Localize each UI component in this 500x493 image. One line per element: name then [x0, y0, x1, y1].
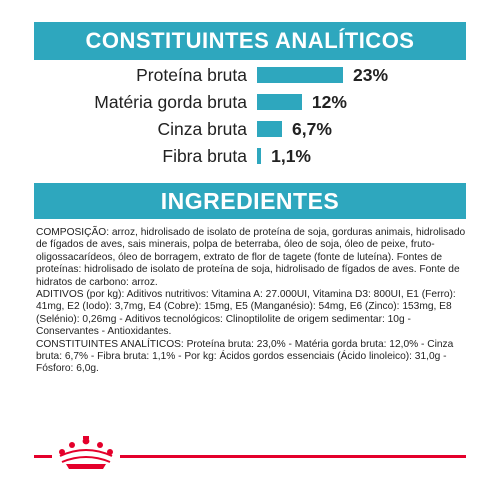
constituents-bar-chart [0, 62, 500, 170]
bar [257, 94, 302, 110]
value-label: 6,7% [292, 119, 332, 139]
value-label: 23% [353, 65, 389, 85]
section-title: CONSTITUINTES ANALÍTICOS [85, 28, 415, 53]
category-label: Cinza bruta [157, 119, 247, 139]
bar [257, 67, 343, 83]
category-label: Matéria gorda bruta [94, 92, 247, 112]
chart-row [0, 62, 500, 88]
chart-row [0, 89, 500, 115]
section-title: INGREDIENTES [160, 187, 340, 214]
footer-rule-left [34, 455, 52, 458]
category-label: Proteína bruta [136, 65, 247, 85]
value-label: 12% [311, 92, 347, 112]
royal-canin-crown-icon [52, 432, 120, 472]
analytical-constituents-banner [34, 22, 466, 60]
ingredients-text [36, 227, 472, 376]
additives-paragraph: ADITIVOS (por kg): Aditivos nutritivos: Vitamina A: 27.000UI, Vitamina D3: 800UI, E1 (Ferro): 41mg, E2 (Iodo): 3,7mg, E4 (Cobre): 15mg, E5 (Manganésio): 54mg, E6 (Zinco): 153mg, E8 (Selénio): 0,26mg - Aditivos tecnológicos: Clinoptilolite de origem sedimentar: 10g - Conservantes - Antioxidantes. [36, 289, 456, 338]
chart-row [0, 143, 500, 169]
ingredients-banner [34, 183, 466, 219]
value-label: 1,1% [271, 146, 311, 166]
footer-rule-right [120, 455, 466, 458]
bar [257, 148, 261, 164]
bar [257, 121, 282, 137]
category-label: Fibra bruta [162, 146, 247, 166]
constituents-paragraph: CONSTITUINTES ANALÍTICOS: Proteína bruta: 23,0% - Matéria gorda bruta: 12,0% - Cinza bruta: 6,7% - Fibra bruta: 1,1% - Por kg: Ácidos gordos essenciais (Ácido linoleico): 31,0g - Fósforo: 6,0g. [36, 338, 454, 375]
chart-row [0, 116, 500, 142]
composition-paragraph: COMPOSIÇÃO: arroz, hidrolisado de isolato de proteína de soja, gorduras animais, hidrolisado de fígados de aves, sais minerais, polpa de beterraba, óleo de soja, óleo de peixe, fruto-oligossacarídeos, óleo de borragem, extrato de flor de tagete (fonte de luteína). Fontes de proteínas: hidrolisado de isolato de proteína de soja, hidrolisado de fígados de aves. Fonte de hidratos de carbono: arroz. [36, 227, 466, 288]
